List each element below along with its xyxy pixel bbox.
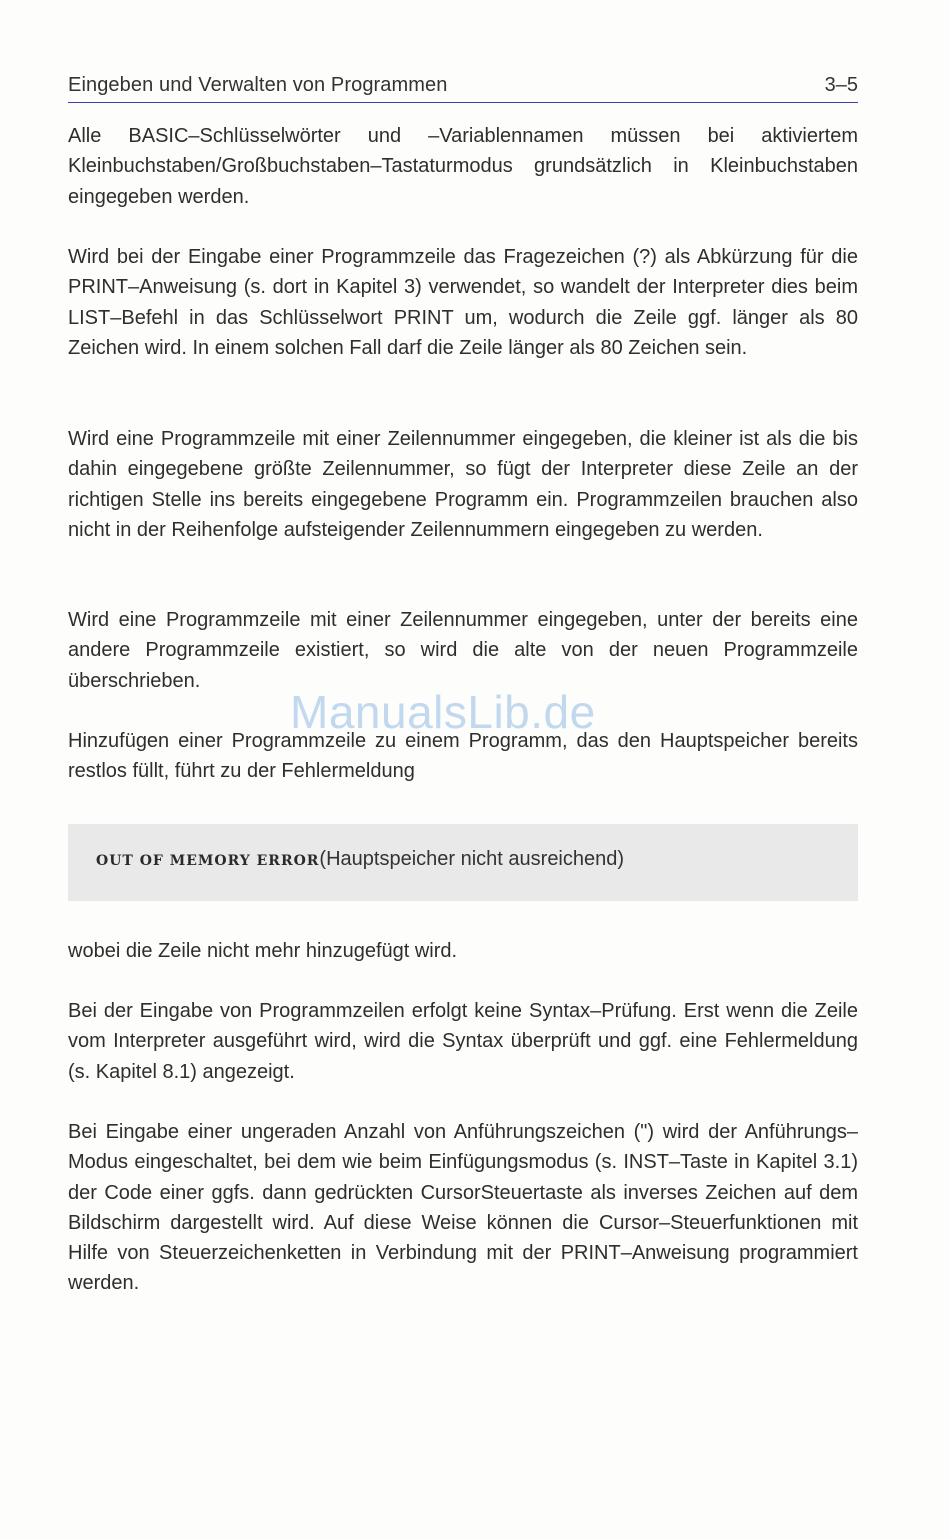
paragraph-line-overwrite: Wird eine Programmzeile mit einer Zeilennummer eingegeben, unter der bereits eine andere Programmzeile existiert, so wird die alte von der neuen Programmzeile überschrieben. <box>68 609 858 692</box>
paragraph-keywords-lowercase: Alle BASIC–Schlüsselwörter und –Variablennamen müssen bei aktiviertem Kleinbuchstaben/Großbuchstaben–Tastaturmodus grundsätzlich in Kleinbuchstaben eingegeben werden. <box>68 125 858 208</box>
paragraph-line-insertion: Wird eine Programmzeile mit einer Zeilennummer eingegeben, die kleiner ist als die bis dahin eingegebene größte Zeilennummer, so fügt der Interpreter diese Zeile an der richtigen Stelle ins bereits eingegebene Programm ein. Programmzeilen brauchen also nicht in der Reihenfolge aufsteigender Zeilennummern eingegeben zu werden. <box>68 428 858 541</box>
error-description: (Hauptspeicher nicht ausreichend) <box>319 848 625 870</box>
chapter-title: Eingeben und Verwalten von Programmen <box>68 74 448 96</box>
watermark: ManualsLib.de <box>290 686 596 738</box>
paragraph-memory-full: Hinzufügen einer Programmzeile zu einem Programm, das den Hauptspeicher bereits restlos füllt, führt zu der Fehlermeldung <box>68 730 858 783</box>
error-message-box <box>68 824 858 901</box>
error-code: OUT OF MEMORY ERROR <box>96 853 320 869</box>
error-message <box>96 848 624 871</box>
page-number: 3–5 <box>824 74 858 96</box>
page-header <box>68 70 858 103</box>
paragraph-question-mark-print: Wird bei der Eingabe einer Programmzeile das Fragezeichen (?) als Abkürzung für die PRINT–Anweisung (s. dort in Kapitel 3) verwendet, so wandelt der Interpreter dies beim LIST–Befehl in das Schlüsselwort PRINT um, wodurch die Zeile ggf. länger als 80 Zeichen wird. In einem solchen Fall darf die Zeile länger als 80 Zeichen sein. <box>68 246 858 359</box>
paragraph-line-not-added: wobei die Zeile nicht mehr hinzugefügt wird. <box>68 940 458 962</box>
paragraph-quote-mode: Bei Eingabe einer ungeraden Anzahl von Anführungszeichen (") wird der Anführungs–Modus eingeschaltet, bei dem wie beim Einfügungsmodus (s. INST–Taste in Kapitel 3.1) der Code einer ggfs. dann gedrückten CursorSteuertaste als inverses Zeichen auf dem Bildschirm dargestellt wird. Auf diese Weise können die Cursor–Steuerfunktionen mit Hilfe von Steuerzeichenketten in Verbindung mit der PRINT–Anweisung programmiert werden. <box>68 1121 858 1295</box>
paragraph-no-syntax-check: Bei der Eingabe von Programmzeilen erfolgt keine Syntax–Prüfung. Erst wenn die Zeile vom Interpreter ausgeführt wird, wird die Syntax überprüft und ggf. eine Fehlermeldung (s. Kapitel 8.1) angezeigt. <box>68 1000 858 1083</box>
